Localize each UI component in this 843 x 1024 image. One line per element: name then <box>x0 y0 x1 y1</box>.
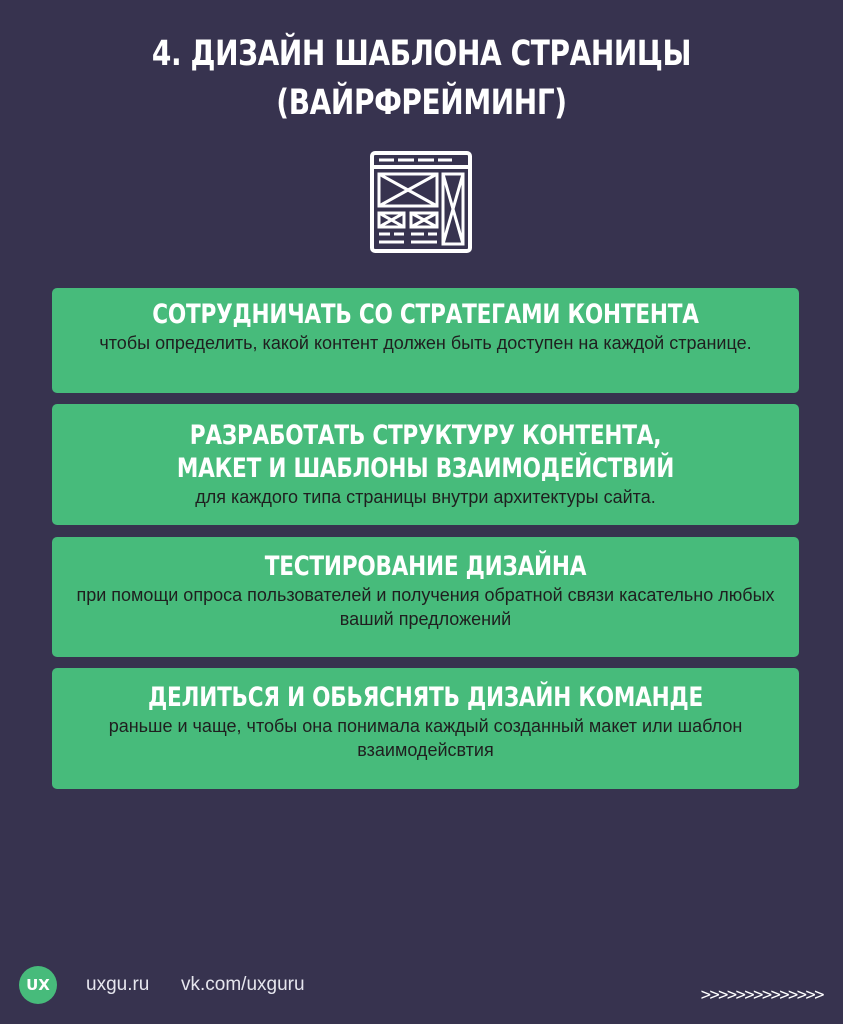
card-share <box>52 668 799 789</box>
card-testing <box>52 537 799 657</box>
ux-logo: UX <box>19 966 57 1004</box>
wireframe-icon <box>368 150 474 254</box>
card-heading-line: МАКЕТ И ШАБЛОНЫ ВЗАИМОДЕЙСТВИЙ <box>176 453 675 484</box>
card-develop-structure <box>52 404 799 525</box>
card-text: раньше и чаще, чтобы она понимала каждый созданный макет или шаблон взаимодейсвтия <box>108 716 743 760</box>
card-heading-line: РАЗРАБОТАТЬ СТРУКТУРУ КОНТЕНТА, <box>189 420 662 451</box>
card-text: при помощи опроса пользователей и получения обратной связи касательно любых ваший предложений <box>76 585 775 629</box>
card-heading <box>127 550 725 583</box>
page-title <box>84 30 758 128</box>
card-text: для каждого типа страницы внутри архитектуры сайта. <box>195 487 656 507</box>
card-heading-line: ДЕЛИТЬСЯ И ОБЬЯСНЯТЬ ДИЗАЙН КОМАНДЕ <box>148 682 703 713</box>
page-title-line-1: 4. ДИЗАЙН ШАБЛОНА СТРАНИЦЫ <box>151 34 692 74</box>
card-heading-line: ТЕСТИРОВАНИЕ ДИЗАЙНА <box>264 551 587 582</box>
arrows-decoration: >>>>>>>>>>>>>> <box>700 985 823 1005</box>
card-heading-line: СОТРУДНИЧАТЬ СО СТРАТЕГАМИ КОНТЕНТА <box>152 299 699 330</box>
card-heading <box>127 681 725 714</box>
vk-link[interactable]: vk.com/uxguru <box>181 974 305 995</box>
card-text: чтобы определить, какой контент должен быть доступен на каждой странице. <box>99 333 752 353</box>
card-collaborate <box>52 288 799 393</box>
card-heading <box>127 298 725 331</box>
site-link[interactable]: uxgu.ru <box>86 974 150 995</box>
card-heading <box>127 419 725 485</box>
page-title-line-2: (ВАЙРФРЕЙМИНГ) <box>276 83 567 123</box>
